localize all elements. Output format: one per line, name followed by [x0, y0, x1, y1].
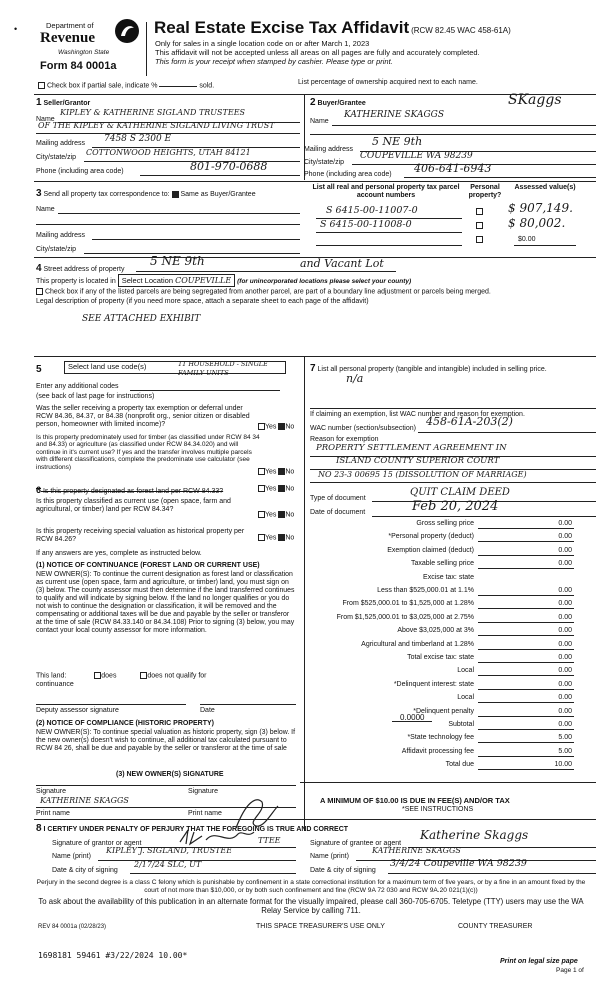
form-title: Real Estate Excise Tax Affidavit (RCW 82.45 WAC 458-61A)	[154, 18, 511, 37]
q-forest-yes[interactable]	[258, 485, 265, 492]
same-as-buyer-checkbox[interactable]	[172, 191, 179, 198]
tax-row-value[interactable]: 0.00	[558, 547, 572, 554]
seller-phone-label: Phone (including area code)	[36, 168, 124, 175]
owner-sig-name[interactable]: KATHERINE SKAGGS	[40, 796, 129, 805]
tax-row-value[interactable]: 0.00	[558, 587, 572, 594]
seller-name-label: Name	[36, 116, 55, 123]
dor-logo	[40, 18, 150, 76]
page-number: Page 1 of	[556, 967, 584, 974]
header-note-1: Only for sales in a single location code on or after March 1, 2023	[155, 39, 370, 48]
grantor-name-label: Name (print)	[52, 853, 91, 860]
ownership-note: List percentage of ownership acquired next to each name.	[298, 79, 478, 86]
partial-sale-checkbox[interactable]	[38, 82, 45, 89]
assessed-col-header: Assessed value(s)	[514, 184, 576, 191]
tax-row-value[interactable]: 0.00	[558, 694, 572, 701]
seller-name-2[interactable]: OF THE KIPLEY & KATHERINE SIGLAND LIVING TRUST	[38, 121, 275, 130]
rev-number: REV 84 0001a (02/28/23)	[38, 924, 107, 930]
doc-type-value[interactable]: QUIT CLAIM DEED	[410, 487, 510, 498]
q-historic-yes[interactable]	[258, 534, 265, 541]
tax-correspondence-heading: 3 Send all property tax correspondence to: Same as Buyer/Grantee	[36, 188, 256, 199]
street-address[interactable]: 5 NE 9th	[150, 254, 205, 268]
tax-row-label: Less than $525,000.01 at 1.1%	[377, 587, 474, 594]
notice-continuance-title: (1) NOTICE OF CONTINUANCE (FOREST LAND OR CURRENT USE)	[36, 562, 260, 569]
land-use-value[interactable]: 11 HOUSEHOLD - SINGLE FAMILY UNITS	[178, 360, 268, 377]
q-exemption-yes[interactable]	[258, 423, 265, 430]
q-exemption-answers: Yes No	[258, 423, 294, 431]
tax-row-label: *Personal property (deduct)	[388, 533, 474, 540]
stray-mark: •	[14, 24, 18, 34]
tax-row-label: Local	[457, 667, 474, 674]
tax-row-value[interactable]: 0.00	[558, 627, 572, 634]
notice-continuance-text: NEW OWNER(S): To continue the current designation as forest land or classification as current use (open space, farm and agriculture, or timber) land, you must sign on (3) below. The county assessor must then determine if the land transferred continues to qualify and will indicate by signing below. If the land no longer qualifies or you do not wish to continue the designation or classification, it will be removed and the compensating or additional taxes will be due and payable by the seller or transferor at the time of sale (RCW 84.33.140 or 84.34.108) Prior to signing (3) below, you may contact your local county assessor for more information.	[36, 571, 295, 634]
grantor-name-value[interactable]: KIPLEY J. SIGLAND, TRUSTEE	[106, 846, 233, 855]
tax-row-value[interactable]: 0.00	[558, 708, 572, 715]
owner-print-label-2: Print name	[188, 810, 222, 817]
tax-row-value[interactable]: 0.00	[558, 520, 572, 527]
personal-property-checkbox-1[interactable]	[476, 208, 483, 215]
deputy-date-label: Date	[200, 707, 215, 714]
recording-stamp: 1698181 59461 #3/22/2024 10.00*	[38, 951, 188, 960]
county-treasurer: COUNTY TREASURER	[458, 923, 533, 930]
tax-row-value[interactable]: 5.00	[558, 748, 572, 755]
tax-row-label: From $1,525,000.01 to $3,025,000 at 2.75%	[336, 614, 474, 621]
if-yes-note: If any answers are yes, complete as instructed below.	[36, 550, 202, 557]
tax-row-value[interactable]: 0.00	[558, 560, 572, 567]
grantor-sig-value[interactable]: TTEE	[258, 836, 281, 845]
q-exemption: Was the seller receiving a property tax exemption or deferral under RCW 84.36, 84.37, or 84.38 (nonprofit org., senior citizen or disabled person, homeowner with limited income)?	[36, 405, 250, 429]
grantee-date-label: Date & city of signing	[310, 867, 376, 874]
owner-sig-label-1: Signature	[36, 788, 66, 795]
parcel-2[interactable]: S 6415-00-11008-0	[320, 219, 412, 230]
street-address-row: 4 Street address of property	[36, 263, 125, 274]
q-current-use-answers: Yes No	[258, 511, 294, 519]
seller-name-1[interactable]: KIPLEY & KATHERINE SIGLAND TRUSTEES	[60, 108, 246, 117]
select-land-use-dropdown[interactable]: Select land use code(s)	[64, 361, 286, 374]
seller-city-label: City/state/zip	[36, 154, 77, 161]
grantee-sig-label: Signature of grantee or agent	[310, 840, 402, 847]
q-timber-yes[interactable]	[258, 468, 265, 475]
tax-row-label: Local	[457, 694, 474, 701]
tax-row-label: Gross selling price	[416, 520, 474, 527]
alt-format-note: To ask about the availability of this publication in an alternate format for the visually impaired, please call 360-705-6705. Teletype (TTY) users may use the WA Relay Service by calling 711.	[38, 897, 584, 915]
buyer-name-label: Name	[310, 118, 329, 125]
header-note-2: This affidavit will not be accepted unless all areas on all pages are fully and accurately completed.	[155, 48, 480, 57]
minimum-due: A MINIMUM OF $10.00 IS DUE IN FEE(S) AND/OR TAX	[320, 796, 510, 805]
dor-logo-icon	[114, 18, 140, 44]
tax-row-label: Excise tax: state	[423, 574, 474, 581]
tax-row-value[interactable]: 0.00	[558, 614, 572, 621]
tax-row-label: Affidavit processing fee	[401, 748, 474, 755]
parcel-1[interactable]: S 6415-00-11007-0	[326, 205, 418, 216]
q-historic: Is this property receiving special valuation as historical property per RCW 84.26?	[36, 528, 245, 544]
grantee-name-label: Name (print)	[310, 853, 349, 860]
reason-line-2[interactable]: ISLAND COUNTY SUPERIOR COURT	[336, 456, 500, 466]
doc-date-label: Date of document	[310, 509, 366, 516]
tax-row-value[interactable]: 10.00	[554, 761, 572, 768]
treasurer-use: THIS SPACE TREASURER'S USE ONLY	[256, 923, 385, 930]
personal-property-value[interactable]: n/a	[346, 372, 364, 385]
perjury-warning: Perjury in the second degree is a class C felony which is punishable by confinement in a state correctional institution for a maximum term of five years, or by a fine in an amount fixed by the court of not more than $10,000, or by both such confinement and fine (RCW 9A 72 030 and RCW 9A.20 021(1)(c))	[36, 879, 586, 894]
assessed-2[interactable]: $ 80,002.	[508, 216, 566, 230]
buyer-mailing-label: Mailing address	[304, 146, 354, 153]
q-timber: Is this property predominately used for timber (as classified under RCW 84 34 and 84.33) or agriculture (as classified under RCW 84.34.020) and will continue in it's current use? If yes and the transfer involves multiple parcels with different classifications, complete the predominate use calculator (see instructions)	[36, 434, 260, 471]
seller-mailing-label: Mailing address	[36, 140, 86, 147]
tax-row-value[interactable]: 0.00	[558, 721, 572, 728]
buyer-extra[interactable]: SKaggs	[508, 92, 562, 108]
header-note-3: This form is your receipt when stamped by cashier. Please type or print.	[155, 57, 393, 66]
q-current-use-yes[interactable]	[258, 511, 265, 518]
select-location-dropdown[interactable]: Select Location COUPEVILLE	[118, 274, 235, 287]
tax-row-label: Total excise tax: state	[407, 654, 474, 661]
notice-compliance-text: NEW OWNER(S): To continue special valuation as historic property, sign (3) below. If the new owner(s) doesn't wish to continue, all additional tax calculated pursuant to RCW 84 26, shall be due and payable by the seller or transferor at the time of sale	[36, 729, 296, 752]
tax-row-label: Exemption claimed (deduct)	[387, 547, 474, 554]
reason-line-3[interactable]: NO 23-3 00695 15 (DISSOLUTION OF MARRIAGE)	[318, 470, 527, 479]
wac-label: WAC number (section/subsection)	[310, 425, 416, 432]
tax-row-label: Total due	[445, 761, 474, 768]
wac-value[interactable]: 458-61A-203(2)	[426, 415, 513, 428]
continuance-label: continuance	[36, 681, 74, 688]
personal-col-header: Personal property?	[468, 184, 502, 200]
grantor-date-value[interactable]: 2/17/24 SLC, UT	[134, 860, 202, 869]
buyer-mailing[interactable]: 5 NE 9th	[372, 135, 423, 148]
form-number: Form 84 0001a	[40, 60, 117, 72]
deputy-signature-label: Deputy assessor signature	[36, 707, 119, 714]
owner-sig-label-2: Signature	[188, 788, 218, 795]
legal-description[interactable]: SEE ATTACHED EXHIBIT	[82, 314, 201, 324]
tax-row-value[interactable]: 0.00	[558, 667, 572, 674]
tax-row-value[interactable]: 0.00	[558, 533, 572, 540]
local-rate: 0.0000	[400, 713, 425, 722]
tax-row-label: Subtotal	[448, 721, 474, 728]
street-address-extra[interactable]: and Vacant Lot	[300, 257, 384, 270]
see-back-note: (see back of last page for instructions)	[36, 393, 155, 400]
grantee-sig-value[interactable]: Katherine Skaggs	[420, 828, 529, 842]
exemption-label: If claiming an exemption, list WAC number and reason for exemption.	[310, 411, 525, 418]
dor-state: Washington State	[58, 49, 110, 56]
q-timber-answers: Yes No	[258, 468, 294, 476]
seller-city[interactable]: COTTONWOOD HEIGHTS, UTAH 84121	[86, 148, 251, 157]
tax-row-label: *Delinquent penalty	[413, 708, 474, 715]
q-current-use: Is this property classified as current use (open space, farm and agricultural, or timber) land per RCW 84.34?	[36, 498, 231, 514]
personal-property-checkbox-2[interactable]	[476, 222, 483, 229]
q-historic-answers: Yes No	[258, 534, 294, 542]
section5-num: 5	[36, 364, 42, 375]
tax-row-label: Agricultural and timberland at 1.28%	[361, 641, 474, 648]
certify-heading: 8 I CERTIFY UNDER PENALTY OF PERJURY THAT THE FOREGOING IS TRUE AND CORRECT	[36, 823, 349, 834]
see-instructions: *SEE INSTRUCTIONS	[402, 806, 474, 813]
parcel-col-header: List all real and personal property tax parcel account numbers	[312, 184, 460, 200]
tax-row-label: From $525,000.01 to $1,525,000 at 1.28%	[342, 600, 474, 607]
buyer-phone[interactable]: 406-641-6943	[414, 162, 492, 175]
grantee-name-value[interactable]: KATHERINE SKAGGS	[372, 846, 461, 855]
segregated-checkbox[interactable]	[36, 288, 43, 295]
assessed-3: $0.00	[518, 236, 536, 243]
tax-row-label: Above $3,025,000 at 3%	[397, 627, 474, 634]
legal-size-note: Print on legal size pape	[500, 958, 578, 965]
tax-row-value[interactable]: 5.00	[558, 734, 572, 741]
corr-city-label: City/state/zip	[36, 246, 77, 253]
located-row: This property is located in Select Location COUPEVILLE (for unincorporated locations please select your county)	[36, 276, 412, 285]
grantor-sig-label: Signature of grantor or agent	[52, 840, 142, 847]
q-forest: 6 Is this property designated as forest land per RCW 84.33?	[36, 485, 224, 495]
doc-type-label: Type of document	[310, 495, 366, 502]
assessed-1[interactable]: $ 907,149.	[508, 201, 573, 215]
partial-sale-row: Check box if partial sale, indicate % sold.	[38, 82, 214, 90]
dor-dept-of: Department of	[46, 21, 94, 30]
seller-mailing[interactable]: 7458 S 2300 E	[104, 134, 172, 144]
corr-mailing-label: Mailing address	[36, 232, 86, 239]
q-forest-answers: Yes No	[258, 485, 294, 493]
personal-property-list: 7 List all personal property (tangible and intangible) included in selling price.	[310, 363, 547, 374]
personal-property-checkbox-3[interactable]	[476, 236, 483, 243]
tax-row-value[interactable]: 0.00	[558, 654, 572, 661]
segregated-row: Check box if any of the listed parcels are being segregated from another parcel, are part of a boundary line adjustment or parcels being merged.	[36, 288, 491, 296]
tax-row-value[interactable]: 0.00	[558, 600, 572, 607]
corr-name-label: Name	[36, 206, 55, 213]
tax-row-label: *Delinquent interest: state	[393, 681, 474, 688]
reason-label: Reason for exemption	[310, 436, 379, 443]
tax-row-value[interactable]: 0.00	[558, 641, 572, 648]
grantor-date-label: Date & city of signing	[52, 867, 118, 874]
owner-print-label-1: Print name	[36, 810, 70, 817]
dor-revenue: Revenue	[40, 30, 95, 46]
seller-phone[interactable]: 801-970-0688	[190, 160, 268, 173]
this-land-row: This land: does does not qualify for	[36, 672, 207, 680]
tax-row-label: *State technology fee	[407, 734, 474, 741]
legal-description-label: Legal description of property (if you need more space, attach a separate sheet to each page of the affidavit)	[36, 298, 369, 305]
buyer-city[interactable]: COUPEVILLE WA 98239	[360, 151, 473, 161]
reason-line-1[interactable]: PROPERTY SETTLEMENT AGREEMENT IN	[316, 443, 507, 453]
seller-heading: 1 Seller/Grantor	[36, 97, 91, 108]
buyer-heading: 2 Buyer/Grantee	[310, 97, 366, 108]
doc-date-value[interactable]: Feb 20, 2024	[412, 499, 499, 514]
tax-row-label: Taxable selling price	[410, 560, 474, 567]
buyer-name[interactable]: KATHERINE SKAGGS	[344, 110, 444, 120]
buyer-phone-label: Phone (including area code)	[304, 171, 392, 178]
new-owner-signature-title: (3) NEW OWNER(S) SIGNATURE	[116, 771, 224, 778]
buyer-city-label: City/state/zip	[304, 159, 345, 166]
grantor-signature-scribble	[176, 826, 256, 848]
tax-row-value[interactable]: 0.00	[558, 681, 572, 688]
grantee-date-value[interactable]: 3/4/24 Coupeville WA 98239	[390, 858, 527, 869]
enter-codes-label: Enter any additional codes	[36, 383, 119, 390]
notice-compliance-title: (2) NOTICE OF COMPLIANCE (HISTORIC PROPERTY)	[36, 720, 214, 727]
